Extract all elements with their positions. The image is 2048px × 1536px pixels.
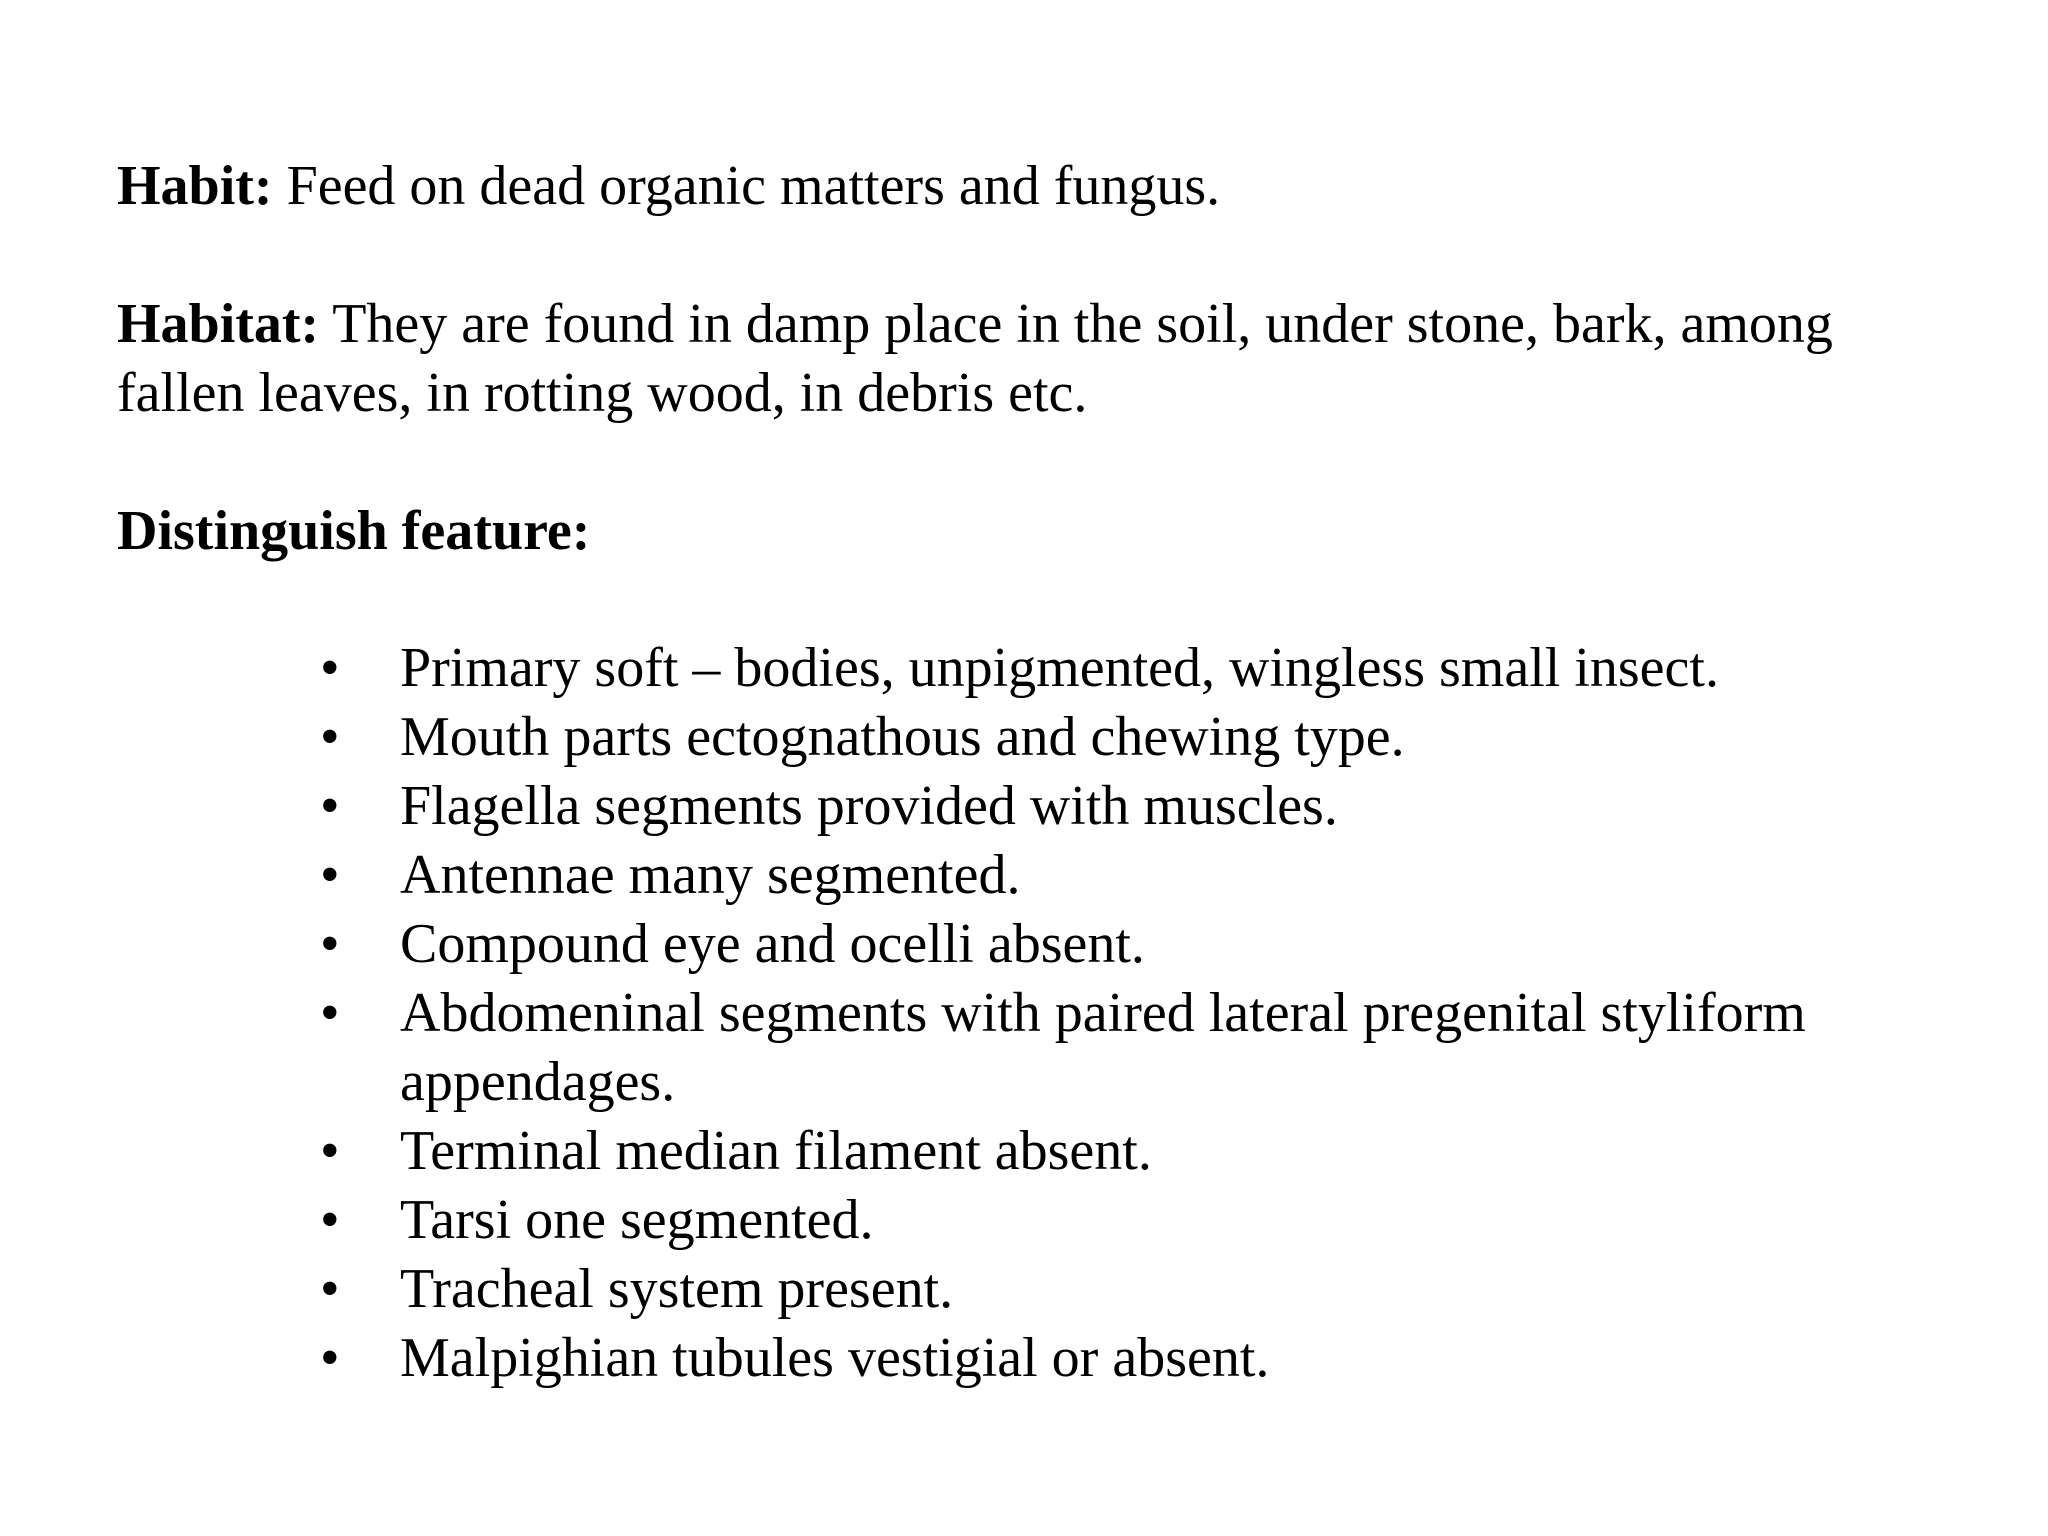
habit-text: Feed on dead organic matters and fungus. [272,155,1221,217]
list-item [320,841,1940,910]
bullet-icon: • [320,1189,340,1251]
list-item-text: Tarsi one segmented. [400,1189,874,1251]
list-item-text: Primary soft – bodies, unpigmented, wingless small insect. [400,637,1719,699]
list-item [320,703,1940,772]
list-item-text: Malpighian tubules vestigial or absent. [400,1327,1270,1389]
habitat-paragraph [117,290,1937,428]
feature-list [320,634,1940,1393]
bullet-icon: • [320,775,340,837]
habitat-label: Habitat: [117,293,320,355]
list-item-text: Antennae many segmented. [400,844,1021,906]
distinguish-heading [117,497,1937,566]
list-item [320,979,1940,1117]
bullet-icon: • [320,1258,340,1320]
habit-label: Habit: [117,155,273,217]
bullet-icon: • [320,1120,340,1182]
bullet-icon: • [320,913,340,975]
list-item [320,634,1940,703]
list-item [320,1186,1940,1255]
bullet-icon: • [320,844,340,906]
habit-paragraph [117,152,1937,221]
bullet-icon: • [320,982,340,1044]
list-item-text: Terminal median filament absent. [400,1120,1152,1182]
list-item-text: Abdomeninal segments with paired lateral pregenital styliform appendages. [400,982,1806,1113]
list-item-text: Flagella segments provided with muscles. [400,775,1338,837]
habitat-text: They are found in damp place in the soil, under stone, bark, among fallen leaves, in rotting wood, in debris etc. [117,293,1833,424]
bullet-icon: • [320,706,340,768]
list-item-text: Compound eye and ocelli absent. [400,913,1145,975]
list-item [320,1117,1940,1186]
list-item-text: Mouth parts ectognathous and chewing type. [400,706,1405,768]
list-item [320,1324,1940,1393]
bullet-icon: • [320,637,340,699]
list-item-text: Tracheal system present. [400,1258,954,1320]
list-item [320,1255,1940,1324]
distinguish-label: Distinguish feature: [117,500,591,562]
list-item [320,772,1940,841]
list-item [320,910,1940,979]
bullet-icon: • [320,1327,340,1389]
